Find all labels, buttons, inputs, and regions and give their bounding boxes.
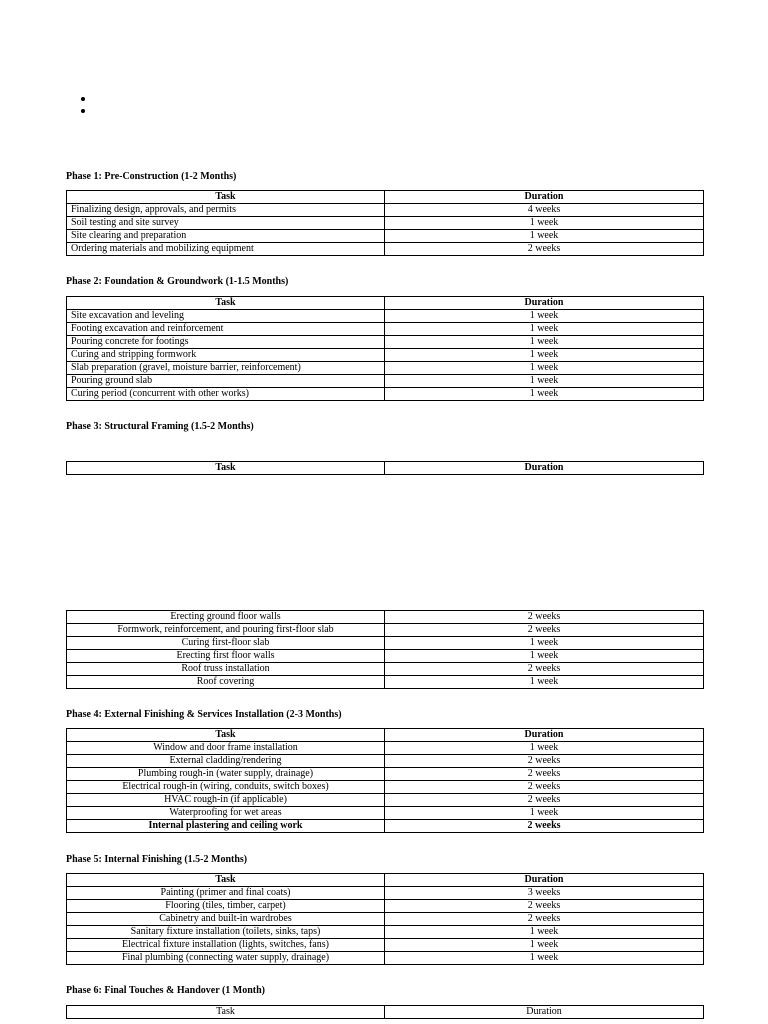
task-column-header: Task — [67, 191, 385, 204]
duration-cell: 1 week — [385, 807, 704, 820]
phase-5-table — [66, 873, 704, 965]
task-cell: Painting (primer and final coats) — [67, 887, 385, 900]
table-header-row — [67, 874, 704, 887]
phase-5-title: Phase 5: Internal Finishing (1.5-2 Months) — [66, 854, 248, 865]
duration-cell: 1 week — [385, 637, 704, 650]
duration-column-header: Duration — [385, 874, 704, 887]
table-row — [67, 336, 704, 349]
task-cell: Site excavation and leveling — [67, 310, 385, 323]
duration-cell: 2 weeks — [385, 820, 704, 833]
table-row — [67, 310, 704, 323]
duration-cell: 2 weeks — [385, 768, 704, 781]
table-row — [67, 781, 704, 794]
task-cell: Pouring ground slab — [67, 375, 385, 388]
task-column-header: Task — [67, 729, 385, 742]
duration-cell: 1 week — [385, 217, 704, 230]
task-cell: External cladding/rendering — [67, 755, 385, 768]
table-row — [67, 887, 704, 900]
table-row — [67, 637, 704, 650]
table-header-row — [67, 297, 704, 310]
task-column-header: Task — [67, 874, 385, 887]
duration-cell: 1 week — [385, 349, 704, 362]
duration-cell: 1 week — [385, 230, 704, 243]
table-row — [67, 755, 704, 768]
table-row — [67, 323, 704, 336]
table-row — [67, 650, 704, 663]
duration-column-header: Duration — [385, 191, 704, 204]
table-row — [67, 388, 704, 401]
phase-2-table — [66, 296, 704, 401]
task-cell: Formwork, reinforcement, and pouring first-floor slab — [67, 624, 385, 637]
table-row — [67, 217, 704, 230]
phase-2-title: Phase 2: Foundation & Groundwork (1-1.5 Months) — [66, 276, 289, 287]
task-column-header: Task — [67, 462, 385, 475]
duration-cell: 1 week — [385, 323, 704, 336]
table-row — [67, 230, 704, 243]
duration-column-header: Duration — [385, 729, 704, 742]
table-row — [67, 926, 704, 939]
table-row — [67, 913, 704, 926]
duration-column-header: Duration — [385, 462, 704, 475]
duration-cell: 2 weeks — [385, 794, 704, 807]
task-cell: Sanitary fixture installation (toilets, sinks, taps) — [67, 926, 385, 939]
task-cell: Erecting first floor walls — [67, 650, 385, 663]
phase-1-table — [66, 190, 704, 256]
duration-cell: 1 week — [385, 742, 704, 755]
table-row — [67, 611, 704, 624]
table-row — [67, 939, 704, 952]
table-header-row — [67, 462, 704, 475]
table-row — [67, 204, 704, 217]
phase-4-table — [66, 728, 704, 833]
duration-cell: 2 weeks — [385, 243, 704, 256]
phase-3-header-table — [66, 461, 704, 475]
task-cell: Footing excavation and reinforcement — [67, 323, 385, 336]
duration-cell: 1 week — [385, 939, 704, 952]
table-row — [67, 375, 704, 388]
task-cell: Internal plastering and ceiling work — [67, 820, 385, 833]
phase-6-table — [66, 1005, 704, 1019]
duration-cell: 1 week — [385, 388, 704, 401]
task-cell: Final plumbing (connecting water supply, drainage) — [67, 952, 385, 965]
duration-cell: 2 weeks — [385, 611, 704, 624]
phase-6-title: Phase 6: Final Touches & Handover (1 Month) — [66, 985, 265, 996]
task-cell: Slab preparation (gravel, moisture barrier, reinforcement) — [67, 362, 385, 375]
table-row — [67, 820, 704, 833]
task-cell: Soil testing and site survey — [67, 217, 385, 230]
duration-cell: 2 weeks — [385, 781, 704, 794]
duration-cell: 2 weeks — [385, 624, 704, 637]
duration-cell: 1 week — [385, 310, 704, 323]
task-cell: Finalizing design, approvals, and permits — [67, 204, 385, 217]
duration-cell: 1 week — [385, 336, 704, 349]
duration-cell: 1 week — [385, 676, 704, 689]
table-header-row — [67, 1006, 704, 1019]
table-row — [67, 900, 704, 913]
task-cell: HVAC rough-in (if applicable) — [67, 794, 385, 807]
duration-cell: 2 weeks — [385, 900, 704, 913]
duration-cell: 1 week — [385, 926, 704, 939]
duration-cell: 4 weeks — [385, 204, 704, 217]
duration-cell: 1 week — [385, 362, 704, 375]
table-row — [67, 768, 704, 781]
bullet-point — [81, 109, 85, 113]
task-cell: Plumbing rough-in (water supply, drainage) — [67, 768, 385, 781]
table-row — [67, 807, 704, 820]
table-row — [67, 349, 704, 362]
task-cell: Window and door frame installation — [67, 742, 385, 755]
table-header-row — [67, 191, 704, 204]
task-cell: Roof truss installation — [67, 663, 385, 676]
table-row — [67, 624, 704, 637]
task-cell: Electrical fixture installation (lights, switches, fans) — [67, 939, 385, 952]
task-cell: Curing and stripping formwork — [67, 349, 385, 362]
duration-cell: 1 week — [385, 952, 704, 965]
task-cell: Pouring concrete for footings — [67, 336, 385, 349]
table-row — [67, 794, 704, 807]
task-cell: Electrical rough-in (wiring, conduits, switch boxes) — [67, 781, 385, 794]
task-column-header: Task — [67, 1006, 385, 1019]
duration-column-header: Duration — [385, 1006, 704, 1019]
duration-cell: 1 week — [385, 375, 704, 388]
duration-cell: 2 weeks — [385, 663, 704, 676]
table-row — [67, 952, 704, 965]
task-cell: Site clearing and preparation — [67, 230, 385, 243]
task-column-header: Task — [67, 297, 385, 310]
task-cell: Roof covering — [67, 676, 385, 689]
task-cell: Ordering materials and mobilizing equipment — [67, 243, 385, 256]
task-cell: Flooring (tiles, timber, carpet) — [67, 900, 385, 913]
phase-3-title: Phase 3: Structural Framing (1.5-2 Months) — [66, 421, 254, 432]
table-row — [67, 663, 704, 676]
table-row — [67, 742, 704, 755]
task-cell: Waterproofing for wet areas — [67, 807, 385, 820]
task-cell: Erecting ground floor walls — [67, 611, 385, 624]
task-cell: Curing first-floor slab — [67, 637, 385, 650]
bullet-point — [81, 97, 85, 101]
phase-1-title: Phase 1: Pre-Construction (1-2 Months) — [66, 171, 237, 182]
table-row — [67, 676, 704, 689]
phase-3-table — [66, 610, 704, 689]
duration-cell: 2 weeks — [385, 913, 704, 926]
task-cell: Curing period (concurrent with other works) — [67, 388, 385, 401]
table-row — [67, 362, 704, 375]
duration-cell: 3 weeks — [385, 887, 704, 900]
duration-cell: 2 weeks — [385, 755, 704, 768]
duration-column-header: Duration — [385, 297, 704, 310]
table-header-row — [67, 729, 704, 742]
table-row — [67, 243, 704, 256]
task-cell: Cabinetry and built-in wardrobes — [67, 913, 385, 926]
phase-4-title: Phase 4: External Finishing & Services Installation (2-3 Months) — [66, 709, 342, 720]
duration-cell: 1 week — [385, 650, 704, 663]
